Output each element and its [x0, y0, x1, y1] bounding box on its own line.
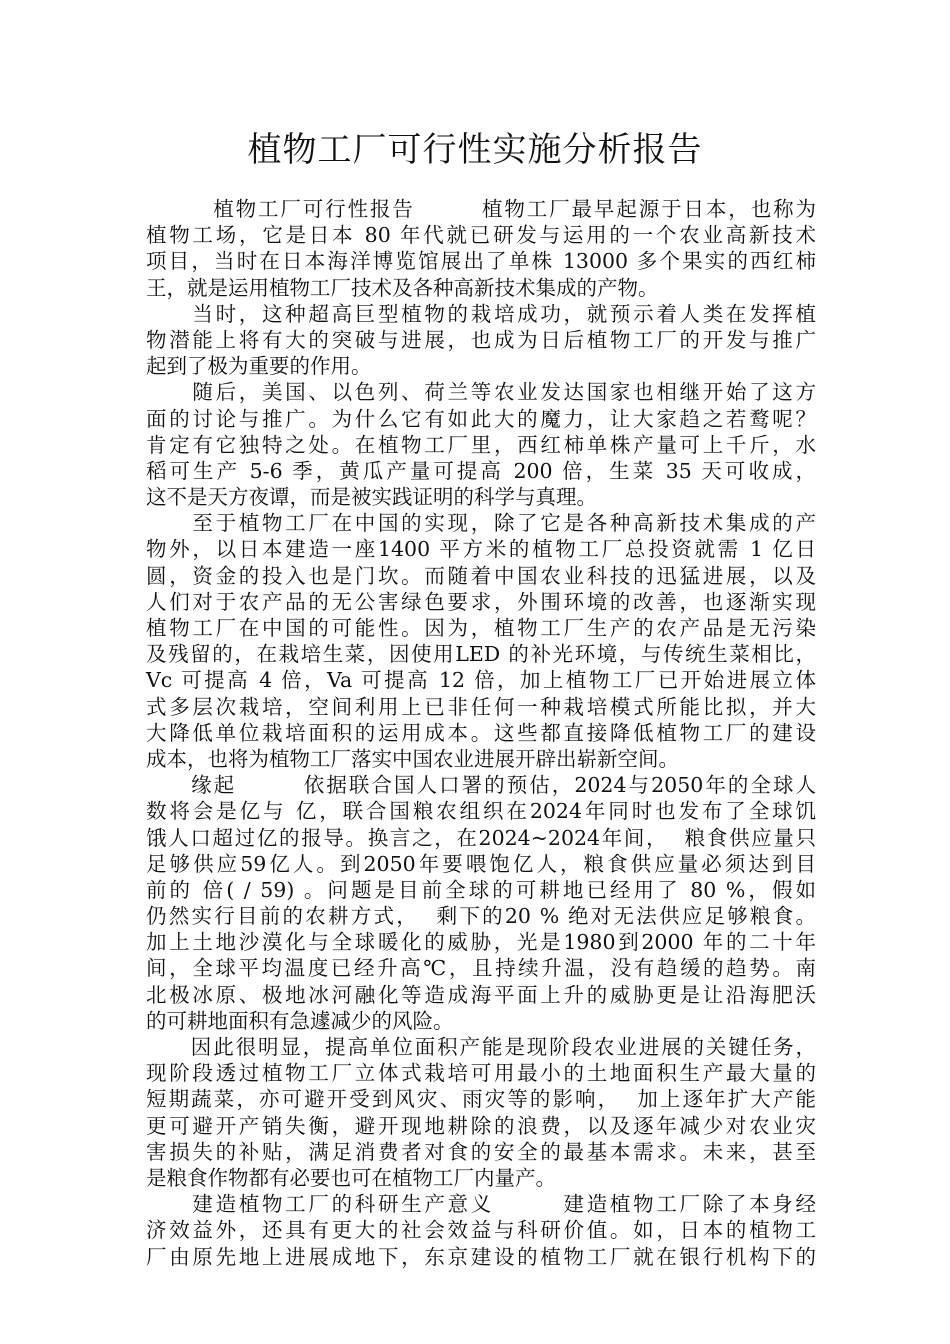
body-line: 面的讨论与推广。为什么它有如此大的魔力，让大家趋之若鹜呢？ — [146, 406, 816, 431]
body-line: 害损失的补贴，满足消费者对食的安全的最基本需求。未来，甚至 — [146, 1139, 816, 1164]
body-line: 足够供应59亿人。到2050年要喂饱亿人，粮食供应量必须达到目 — [146, 851, 816, 876]
body-line: Vc 可提高 4 倍，Va 可提高 12 倍，加上植物工厂已开始进展立体 — [146, 668, 816, 693]
body-line: 缘起 依据联合国人口署的预估，2024与2050年的全球人 — [146, 773, 816, 798]
document-title: 植物工厂可行性实施分析报告 — [247, 130, 703, 170]
body-line: 大降低单位栽培面积的运用成本。这些都直接降低植物工厂的建设 — [146, 720, 816, 745]
body-line: 及残留的，在栽培生菜，因使用LED 的补光环境，与传统生菜相比， — [146, 642, 816, 667]
body-line: 加上土地沙漠化与全球暖化的威胁，光是1980到2000 年的二十年 — [146, 930, 816, 955]
body-line: 王，就是运用植物工厂技术及各种高新技术集成的产物。 — [146, 275, 659, 300]
body-line: 肯定有它独特之处。在植物工厂里，西红柿单株产量可上千斤，水 — [146, 432, 816, 457]
body-line: 的可耕地面积有急遽减少的风险。 — [146, 1008, 454, 1033]
body-line: 前的 倍( / 59) 。问题是目前全球的可耕地已经用了 80 %，假如 — [146, 877, 816, 902]
body-line: 当时，这种超高巨型植物的栽培成功，就预示着人类在发挥植 — [146, 301, 816, 326]
body-line: 北极冰原、极地冰河融化等造成海平面上升的威胁更是让沿海肥沃 — [146, 982, 816, 1007]
body-line: 稻可生产 5-6 季，黄瓜产量可提高 200 倍，生菜 35 天可收成， — [146, 458, 816, 483]
body-line: 物潜能上将有大的突破与进展，也成为日后植物工厂的开发与推广 — [146, 327, 816, 352]
body-line: 济效益外，还具有更大的社会效益与科研价值。如，日本的植物工 — [146, 1218, 816, 1243]
body-line: 至于植物工厂在中国的实现，除了它是各种高新技术集成的产 — [146, 511, 816, 536]
body-line: 短期蔬菜，亦可避开受到风灾、雨灾等的影响， 加上逐年扩大产能 — [146, 1087, 816, 1112]
body-line: 随后，美国、以色列、荷兰等农业发达国家也相继开始了这方 — [146, 380, 816, 405]
body-line: 植物工场，它是日本 80 年代就已研发与运用的一个农业高新技术 — [146, 223, 816, 248]
body-line: 人们对于农产品的无公害绿色要求，外围环境的改善，也逐渐实现 — [146, 589, 816, 614]
body-line: 这不是天方夜谭，而是被实践证明的科学与真理。 — [146, 485, 597, 510]
body-line: 是粮食作物都有必要也可在植物工厂内量产。 — [146, 1165, 556, 1190]
body-line: 仍然实行目前的农耕方式， 剩下的20 % 绝对无法供应足够粮食。 — [146, 904, 816, 929]
body-line: 间，全球平均温度已经升高℃，且持续升温，没有趋缓的趋势。南 — [146, 956, 816, 981]
body-line: 起到了极为重要的作用。 — [146, 354, 372, 379]
body-line: 数将会是亿与 亿，联合国粮农组织在2024年同时也发布了全球饥 — [146, 799, 816, 824]
body-line: 现阶段透过植物工厂立体式栽培可用最小的土地面积生产最大量的 — [146, 1061, 816, 1086]
body-line: 饿人口超过亿的报导。换言之，在2024~2024年间， 粮食供应量只 — [146, 825, 816, 850]
body-line: 植物工厂可行性报告 植物工厂最早起源于日本，也称为 — [146, 197, 816, 221]
document-body — [146, 196, 816, 1270]
body-line: 植物工厂在中国的可能性。因为，植物工厂生产的农产品是无污染 — [146, 616, 816, 640]
body-line: 物外，以日本建造一座1400 平方米的植物工厂总投资就需 1 亿日 — [146, 537, 816, 562]
body-line: 更可避开产销失衡，避开现地耕除的浪费，以及逐年减少对农业灾 — [146, 1113, 816, 1138]
body-line: 厂由原先地上进展成地下，东京建设的植物工厂就在银行机构下的 — [146, 1244, 816, 1269]
body-line: 项目，当时在日本海洋博览馆展出了单株 13000 多个果实的西红柿 — [146, 249, 816, 274]
body-line: 圆，资金的投入也是门坎。而随着中国农业科技的迅猛进展，以及 — [146, 563, 816, 588]
body-line: 因此很明显，提高单位面积产能是现阶段农业进展的关键任务， — [146, 1035, 816, 1059]
body-line: 建造植物工厂的科研生产意义 建造植物工厂除了本身经 — [146, 1192, 816, 1217]
body-line: 成本，也将为植物工厂落实中国农业进展开辟出崭新空间。 — [146, 746, 679, 771]
body-line: 式多层次栽培，空间利用上已非任何一种栽培模式所能比拟，并大 — [146, 694, 816, 719]
